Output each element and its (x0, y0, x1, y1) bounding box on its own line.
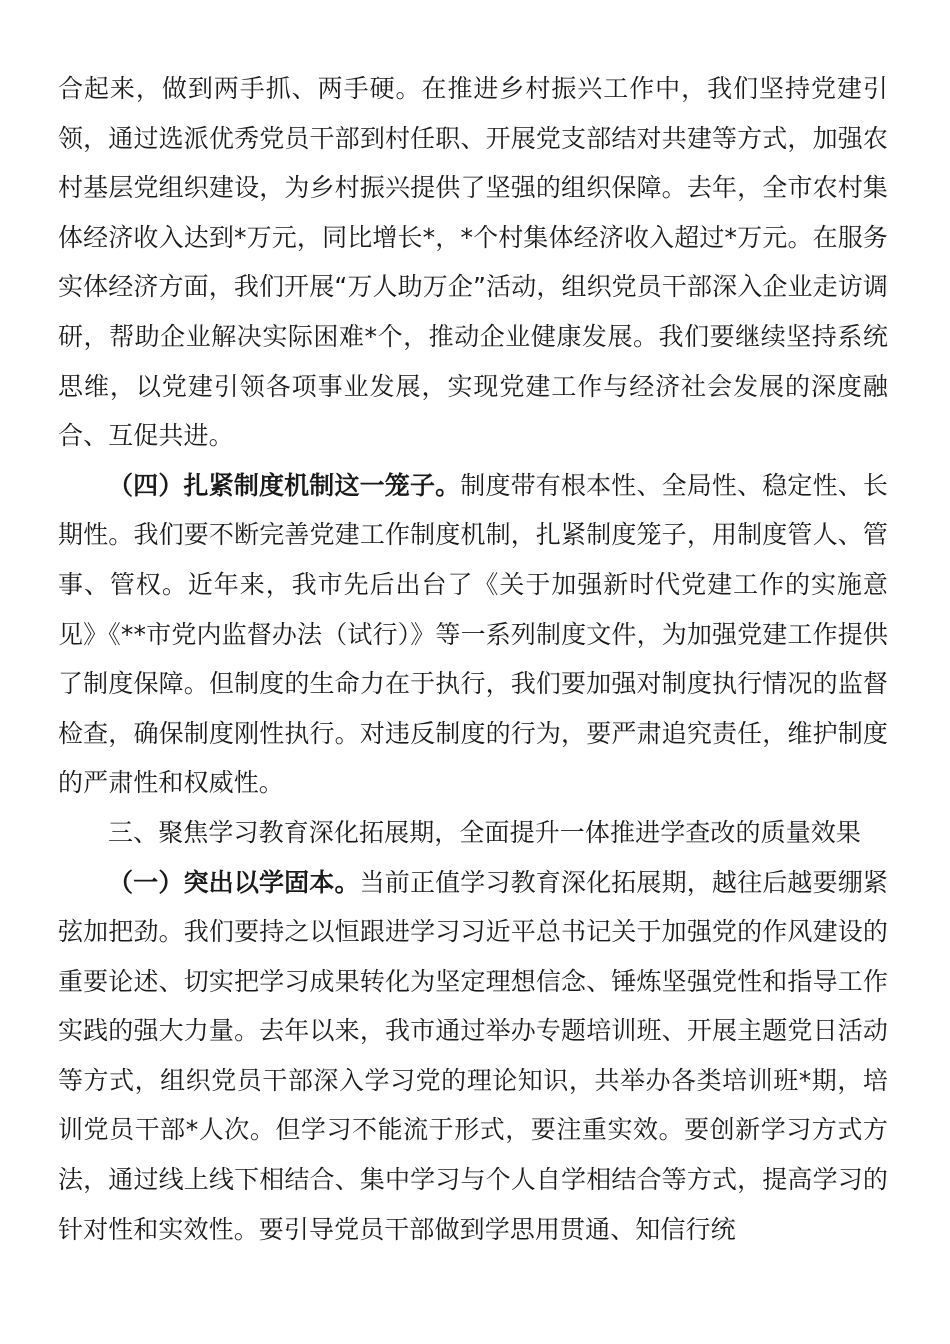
paragraph-lead-heading: （一）突出以学固本。 (108, 867, 360, 897)
paragraph-text: 合起来，做到两手抓、两手硬。在推进乡村振兴工作中，我们坚持党建引领，通过选派优秀党员干部到村任职、开展党支部结对共建等方式，加强农村基层党组织建设，为乡村振兴提供了坚强的组织保障。去年，全市农村集体经济收入达到*万元，同比增长*，*个村集体经济收入超过*万元。在服务实体经济方面，我们开展“万人助万企”活动，组织党员干部深入企业走访调研，帮助企业解决实际困难*个，推动企业健康发展。我们要继续坚持系统思维，以党建引领各项事业发展，实现党建工作与经济社会发展的深度融合、互促共进。 (58, 74, 888, 451)
paragraph-lead-heading: （四）扎紧制度机制这一笼子。 (108, 470, 461, 500)
section-heading: 三、聚焦学习教育深化拓展期，全面提升一体推进学查改的质量效果 (108, 817, 862, 847)
paragraph-text: 当前正值学习教育深化拓展期，越往后越要绷紧弦加把劲。我们要持之以恒跟进学习习近平总书记关于加强党的作风建设的重要论述、切实把学习成果转化为坚定理想信念、锤炼坚强党性和指导工作实践的强大力量。去年以来，我市通过举办专题培训班、开展主题党日活动等方式，组织党员干部深入学习党的理论知识，共举办各类培训班*期，培训党员干部*人次。但学习不能流于形式，要注重实效。要创新学习方式方法，通过线上线下相结合、集中学习与个人自学相结合等方式，提高学习的针对性和实效性。要引导党员干部做到学思用贯通、知信行统 (58, 867, 888, 1244)
paragraph-text: 制度带有根本性、全局性、稳定性、长期性。我们要不断完善党建工作制度机制，扎紧制度笼子，用制度管人、管事、管权。近年来，我市先后出台了《关于加强新时代党建工作的实施意见》《**市党内监督办法（试行）》等一系列制度文件，为加强党建工作提供了制度保障。但制度的生命力在于执行，我们要加强对制度执行情况的监督检查，确保制度刚性执行。对违反制度的行为，要严肃追究责任，维护制度的严肃性和权威性。 (58, 470, 889, 798)
paragraph-rural-revitalization (58, 64, 888, 461)
document-body (58, 64, 888, 1254)
paragraph-learning-foundation (58, 858, 888, 1255)
paragraph-institutional-mechanism (58, 461, 888, 808)
